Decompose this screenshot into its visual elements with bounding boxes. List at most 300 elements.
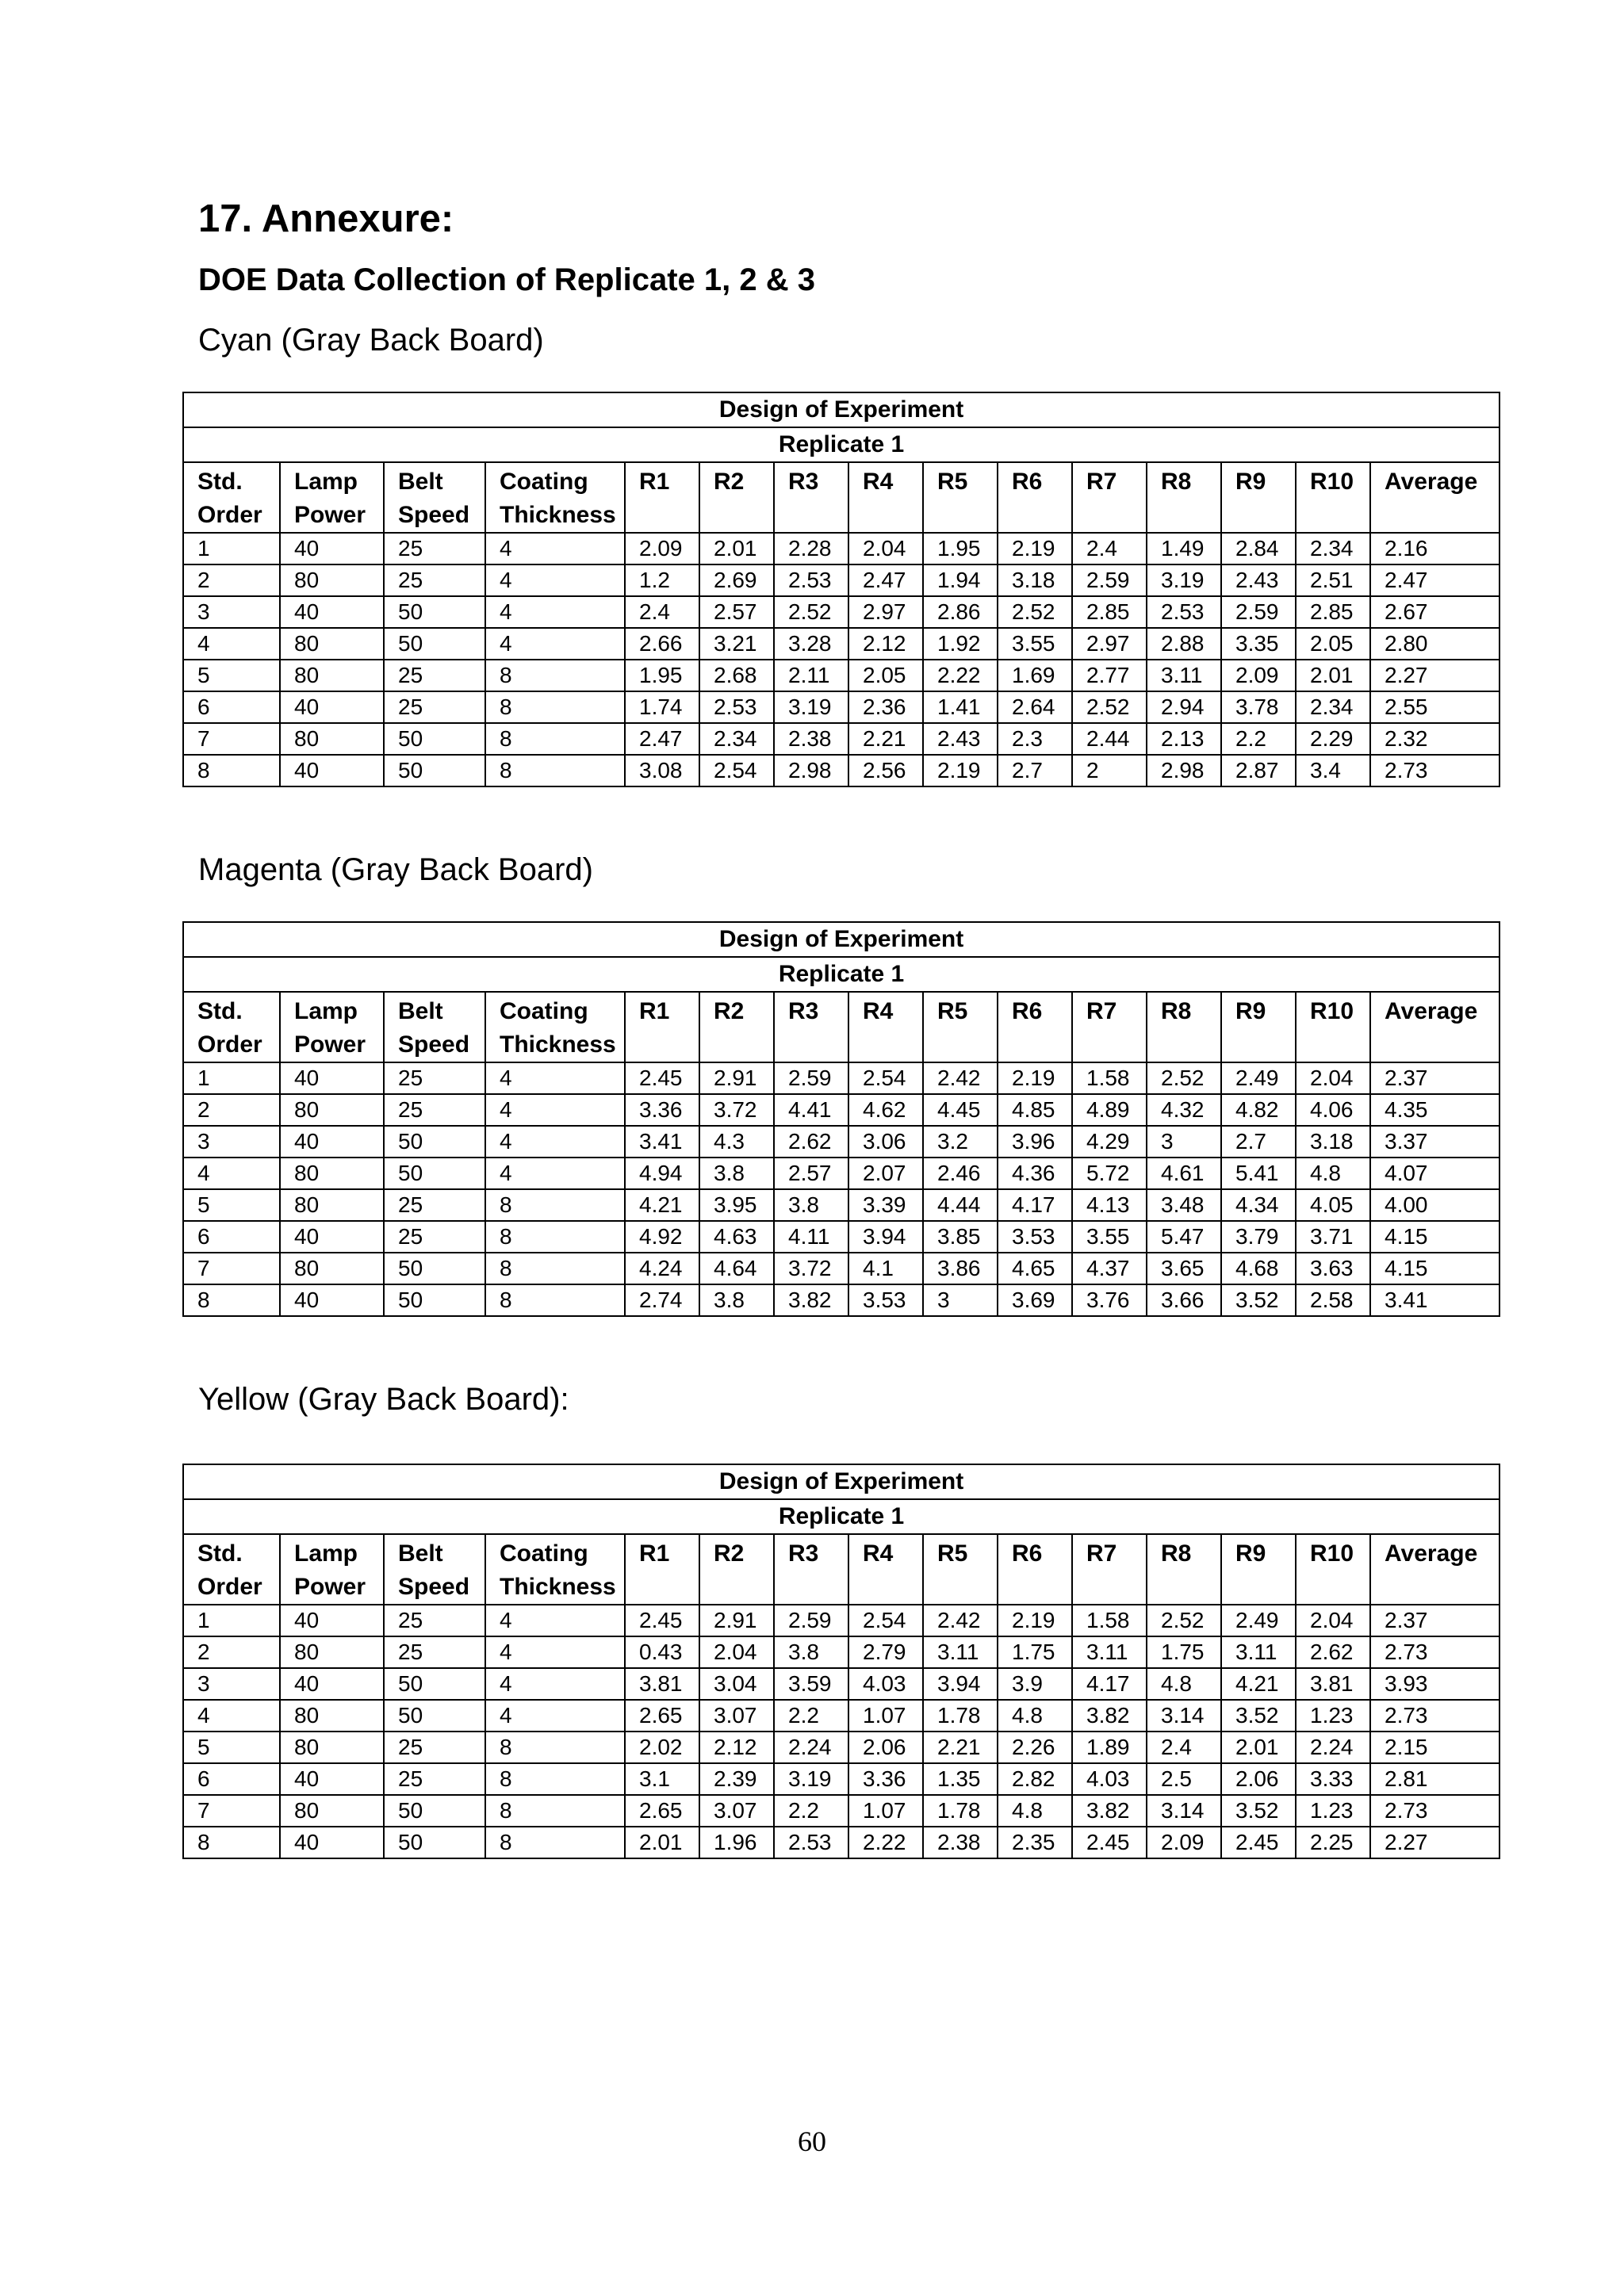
table-cell: 2.09 (625, 533, 699, 564)
table-cell: 4.8 (998, 1795, 1072, 1827)
table-cell: 3.36 (625, 1094, 699, 1126)
table-cell: 2.16 (1370, 533, 1500, 564)
col-header: R5 (923, 462, 998, 533)
table-cell: 4.63 (699, 1221, 774, 1253)
col-header: R2 (699, 992, 774, 1062)
table-cell: 4.89 (1072, 1094, 1147, 1126)
table-row (183, 1732, 1500, 1763)
table-cell: 1.95 (923, 533, 998, 564)
table-cell: 2.19 (998, 533, 1072, 564)
table-cell: 2.01 (1296, 660, 1370, 691)
table-cell: 2.49 (1221, 1605, 1296, 1636)
col-header: R6 (998, 992, 1072, 1062)
table-cell: 4.82 (1221, 1094, 1296, 1126)
table-cell: 2.98 (774, 755, 848, 786)
replicate-label: Replicate 1 (183, 427, 1500, 462)
table-cell: 1.07 (848, 1795, 923, 1827)
col-header: R1 (625, 462, 699, 533)
table-cell: 2.58 (1296, 1284, 1370, 1316)
table-cell: 25 (384, 1062, 485, 1094)
table-cell: 4.17 (1072, 1668, 1147, 1700)
table-cell: 3.18 (1296, 1126, 1370, 1158)
table-cell: 4.41 (774, 1094, 848, 1126)
table-cell: 2.04 (699, 1636, 774, 1668)
table-cell: 4.07 (1370, 1158, 1500, 1189)
table-cell: 3.52 (1221, 1795, 1296, 1827)
table-cell: 2.01 (625, 1827, 699, 1858)
table-cell: 4.8 (1147, 1668, 1221, 1700)
table-cell: 4.45 (923, 1094, 998, 1126)
col-header: R8 (1147, 462, 1221, 533)
table-cell: 2.45 (1221, 1827, 1296, 1858)
table-cell: 2.09 (1147, 1827, 1221, 1858)
table-cell: 3.86 (923, 1253, 998, 1284)
table-cell: 40 (280, 691, 384, 723)
table-cell: 4.37 (1072, 1253, 1147, 1284)
table-cell: 4.13 (1072, 1189, 1147, 1221)
table-cell: 2.06 (848, 1732, 923, 1763)
table-cell: 2.22 (848, 1827, 923, 1858)
table-cell: 25 (384, 691, 485, 723)
table-cell: 50 (384, 1284, 485, 1316)
table-cell: 3.19 (774, 1763, 848, 1795)
col-header: R4 (848, 1534, 923, 1605)
table-cell: 2.86 (923, 596, 998, 628)
table-cell: 50 (384, 628, 485, 660)
table-cell: 80 (280, 660, 384, 691)
table-cell: 2.59 (1072, 564, 1147, 596)
col-header: R6 (998, 462, 1072, 533)
table-cell: 3 (1147, 1126, 1221, 1158)
table-cell: 5 (183, 660, 280, 691)
table-cell: 2.19 (998, 1605, 1072, 1636)
table-cell: 8 (485, 1732, 625, 1763)
table-cell: 3.39 (848, 1189, 923, 1221)
table-cell: 3.14 (1147, 1795, 1221, 1827)
table-cell: 4 (485, 596, 625, 628)
table-cell: 3.81 (625, 1668, 699, 1700)
table-row (183, 1253, 1500, 1284)
table-cell: 2.4 (1072, 533, 1147, 564)
table-cell: 3.07 (699, 1700, 774, 1732)
table-cell: 2.07 (848, 1158, 923, 1189)
table-cell: 3 (183, 596, 280, 628)
table-cell: 3.11 (1221, 1636, 1296, 1668)
table-cell: 2.19 (998, 1062, 1072, 1094)
table-cell: 8 (183, 1284, 280, 1316)
table-cell: 4 (183, 628, 280, 660)
col-header: R9 (1221, 462, 1296, 533)
table-cell: 3.55 (998, 628, 1072, 660)
table-cell: 8 (485, 1795, 625, 1827)
table-cell: 50 (384, 1827, 485, 1858)
table-cell: 4.29 (1072, 1126, 1147, 1158)
table-banner: Design of Experiment (183, 392, 1500, 427)
table-cell: 4 (485, 564, 625, 596)
table-cell: 2.05 (1296, 628, 1370, 660)
table-cell: 2.52 (1147, 1605, 1221, 1636)
table-row (183, 755, 1500, 786)
table-cell: 4.94 (625, 1158, 699, 1189)
table-cell: 2.66 (625, 628, 699, 660)
table-cell: 5 (183, 1732, 280, 1763)
table-cell: 4.06 (1296, 1094, 1370, 1126)
table-cell: 2 (183, 1636, 280, 1668)
col-header: Std. Order (183, 462, 280, 533)
table-row (183, 723, 1500, 755)
table-cell: 25 (384, 1189, 485, 1221)
table-cell: 1.78 (923, 1700, 998, 1732)
col-header: R8 (1147, 1534, 1221, 1605)
table-cell: 3.1 (625, 1763, 699, 1795)
table-cell: 2.35 (998, 1827, 1072, 1858)
table-cell: 5.72 (1072, 1158, 1147, 1189)
table-row (183, 1700, 1500, 1732)
table-cell: 3.19 (1147, 564, 1221, 596)
table-cell: 50 (384, 1700, 485, 1732)
table-cell: 2 (1072, 755, 1147, 786)
table-cell: 2.84 (1221, 533, 1296, 564)
table-cell: 50 (384, 1126, 485, 1158)
col-header: Average (1370, 992, 1500, 1062)
col-header: R4 (848, 992, 923, 1062)
table-cell: 1.74 (625, 691, 699, 723)
table-cell: 2.81 (1370, 1763, 1500, 1795)
table-cell: 2.97 (848, 596, 923, 628)
table-cell: 3.11 (1072, 1636, 1147, 1668)
table-cell: 1.96 (699, 1827, 774, 1858)
table-cell: 3.11 (1147, 660, 1221, 691)
table-cell: 2.24 (1296, 1732, 1370, 1763)
col-header: Belt Speed (384, 462, 485, 533)
col-header: Belt Speed (384, 992, 485, 1062)
table-cell: 3.85 (923, 1221, 998, 1253)
table-cell: 5.47 (1147, 1221, 1221, 1253)
table-cell: 2.57 (774, 1158, 848, 1189)
table-cell: 3.33 (1296, 1763, 1370, 1795)
table-cell: 1.41 (923, 691, 998, 723)
table-cell: 5 (183, 1189, 280, 1221)
table-cell: 2.53 (1147, 596, 1221, 628)
table-cell: 4.62 (848, 1094, 923, 1126)
table-cell: 3.37 (1370, 1126, 1500, 1158)
table-cell: 3.69 (998, 1284, 1072, 1316)
table-cell: 2.2 (774, 1795, 848, 1827)
table-cell: 2.02 (625, 1732, 699, 1763)
table-cell: 2.65 (625, 1795, 699, 1827)
table-cell: 4 (485, 533, 625, 564)
table-cell: 3.19 (774, 691, 848, 723)
table-cell: 25 (384, 533, 485, 564)
table-banner: Design of Experiment (183, 922, 1500, 957)
table-cell: 2.54 (848, 1062, 923, 1094)
table-cell: 1 (183, 533, 280, 564)
table-cell: 3.94 (848, 1221, 923, 1253)
table-cell: 1 (183, 1062, 280, 1094)
table-cell: 8 (485, 723, 625, 755)
table-cell: 2.87 (1221, 755, 1296, 786)
table-row (183, 1668, 1500, 1700)
table-row (183, 596, 1500, 628)
table-cell: 3.11 (923, 1636, 998, 1668)
table-cell: 2.34 (699, 723, 774, 755)
table-cell: 2.73 (1370, 755, 1500, 786)
table-cell: 3.55 (1072, 1221, 1147, 1253)
table-cell: 2.37 (1370, 1062, 1500, 1094)
table-cell: 3.65 (1147, 1253, 1221, 1284)
col-header: R7 (1072, 462, 1147, 533)
col-header: R8 (1147, 992, 1221, 1062)
table-cell: 2.21 (923, 1732, 998, 1763)
section-title-magenta: Magenta (Gray Back Board) (198, 852, 593, 887)
table-cell: 0.43 (625, 1636, 699, 1668)
section-title-yellow: Yellow (Gray Back Board): (198, 1382, 569, 1417)
table-cell: 25 (384, 1636, 485, 1668)
table-cell: 2.77 (1072, 660, 1147, 691)
col-header: R5 (923, 1534, 998, 1605)
table-cell: 8 (485, 691, 625, 723)
table-cell: 3.41 (1370, 1284, 1500, 1316)
table-cell: 2.94 (1147, 691, 1221, 723)
col-header: Coating Thickness (485, 462, 625, 533)
table-cell: 40 (280, 755, 384, 786)
table-cell: 3.72 (699, 1094, 774, 1126)
table-cell: 2.7 (1221, 1126, 1296, 1158)
table-cell: 80 (280, 1158, 384, 1189)
table-cell: 2.62 (1296, 1636, 1370, 1668)
col-header: R7 (1072, 992, 1147, 1062)
table-cell: 4.85 (998, 1094, 1072, 1126)
col-header: Std. Order (183, 1534, 280, 1605)
page-heading: 17. Annexure: (198, 197, 454, 240)
table-cell: 1.95 (625, 660, 699, 691)
table-cell: 80 (280, 1732, 384, 1763)
table-body (183, 533, 1500, 786)
table-cell: 3 (183, 1126, 280, 1158)
table-cell: 1.92 (923, 628, 998, 660)
doe-table-cyan (182, 392, 1500, 787)
col-header: Lamp Power (280, 992, 384, 1062)
table-cell: 2.53 (774, 564, 848, 596)
table-cell: 80 (280, 1094, 384, 1126)
table-cell: 8 (485, 1284, 625, 1316)
table-cell: 4.65 (998, 1253, 1072, 1284)
table-cell: 2.57 (699, 596, 774, 628)
table-cell: 4.03 (1072, 1763, 1147, 1795)
col-header: R2 (699, 462, 774, 533)
table-cell: 2.01 (699, 533, 774, 564)
table-cell: 2.38 (923, 1827, 998, 1858)
table-cell: 2.37 (1370, 1605, 1500, 1636)
table-cell: 2.29 (1296, 723, 1370, 755)
table-cell: 8 (183, 1827, 280, 1858)
table-cell: 2.05 (848, 660, 923, 691)
table-cell: 2.42 (923, 1605, 998, 1636)
table-cell: 8 (485, 1763, 625, 1795)
col-header: Belt Speed (384, 1534, 485, 1605)
table-cell: 2.62 (774, 1126, 848, 1158)
col-header: R5 (923, 992, 998, 1062)
table-cell: 3.48 (1147, 1189, 1221, 1221)
table-cell: 1.07 (848, 1700, 923, 1732)
table-row (183, 1284, 1500, 1316)
table-cell: 3.81 (1296, 1668, 1370, 1700)
table-cell: 2.67 (1370, 596, 1500, 628)
table-cell: 25 (384, 1605, 485, 1636)
table-cell: 3.53 (848, 1284, 923, 1316)
table-cell: 2.43 (923, 723, 998, 755)
table-cell: 8 (485, 1253, 625, 1284)
col-header: Coating Thickness (485, 992, 625, 1062)
page-subheading: DOE Data Collection of Replicate 1, 2 & 3 (198, 262, 815, 297)
table-cell: 1.58 (1072, 1062, 1147, 1094)
table-cell: 4.8 (998, 1700, 1072, 1732)
table-cell: 2.59 (1221, 596, 1296, 628)
table-cell: 3.06 (848, 1126, 923, 1158)
table-cell: 2.34 (1296, 533, 1370, 564)
table-cell: 2 (183, 564, 280, 596)
table-cell: 4.36 (998, 1158, 1072, 1189)
table-cell: 3.36 (848, 1763, 923, 1795)
table-cell: 40 (280, 533, 384, 564)
table-cell: 3.8 (699, 1158, 774, 1189)
col-header: R6 (998, 1534, 1072, 1605)
table-cell: 1.23 (1296, 1700, 1370, 1732)
table-cell: 4 (485, 1700, 625, 1732)
table-cell: 4.21 (625, 1189, 699, 1221)
table-cell: 2.91 (699, 1062, 774, 1094)
table-cell: 2.4 (1147, 1732, 1221, 1763)
table-cell: 4.15 (1370, 1221, 1500, 1253)
table-cell: 2.55 (1370, 691, 1500, 723)
table-cell: 2.97 (1072, 628, 1147, 660)
table-cell: 3.82 (774, 1284, 848, 1316)
table-cell: 50 (384, 1253, 485, 1284)
table-cell: 1.49 (1147, 533, 1221, 564)
table-cell: 3.53 (998, 1221, 1072, 1253)
table-row (183, 533, 1500, 564)
col-header: Coating Thickness (485, 1534, 625, 1605)
table-cell: 50 (384, 1158, 485, 1189)
table-cell: 1.69 (998, 660, 1072, 691)
table-cell: 2.64 (998, 691, 1072, 723)
table-cell: 3.41 (625, 1126, 699, 1158)
doe-table-magenta (182, 921, 1500, 1317)
table-cell: 40 (280, 1284, 384, 1316)
table-cell: 2.85 (1072, 596, 1147, 628)
table-cell: 2.47 (1370, 564, 1500, 596)
table-cell: 80 (280, 628, 384, 660)
table-cell: 2.42 (923, 1062, 998, 1094)
table-row (183, 1605, 1500, 1636)
table-cell: 2.2 (774, 1700, 848, 1732)
table-cell: 4.00 (1370, 1189, 1500, 1221)
table-cell: 6 (183, 1763, 280, 1795)
table-cell: 2.7 (998, 755, 1072, 786)
col-header: Lamp Power (280, 1534, 384, 1605)
table-row (183, 1636, 1500, 1668)
section-title-cyan: Cyan (Gray Back Board) (198, 323, 544, 358)
table-cell: 40 (280, 596, 384, 628)
table-cell: 3.8 (774, 1636, 848, 1668)
table-cell: 25 (384, 1094, 485, 1126)
table-cell: 2.53 (774, 1827, 848, 1858)
col-header: R1 (625, 992, 699, 1062)
table-cell: 2.43 (1221, 564, 1296, 596)
table-cell: 2.04 (1296, 1605, 1370, 1636)
table-cell: 2.65 (625, 1700, 699, 1732)
table-cell: 2.27 (1370, 1827, 1500, 1858)
doe-table-yellow (182, 1464, 1500, 1859)
table-cell: 3.59 (774, 1668, 848, 1700)
table-cell: 4.3 (699, 1126, 774, 1158)
col-header: Std. Order (183, 992, 280, 1062)
table-cell: 4.35 (1370, 1094, 1500, 1126)
table-cell: 4.44 (923, 1189, 998, 1221)
table-cell: 1.78 (923, 1795, 998, 1827)
table-cell: 50 (384, 723, 485, 755)
table-cell: 8 (183, 755, 280, 786)
table-cell: 2.45 (625, 1062, 699, 1094)
table-cell: 3.14 (1147, 1700, 1221, 1732)
table-cell: 50 (384, 755, 485, 786)
table-cell: 80 (280, 1636, 384, 1668)
table-cell: 2.47 (625, 723, 699, 755)
table-cell: 2.54 (699, 755, 774, 786)
table-cell: 8 (485, 755, 625, 786)
table-cell: 1.94 (923, 564, 998, 596)
table-cell: 4.61 (1147, 1158, 1221, 1189)
table-cell: 2.73 (1370, 1795, 1500, 1827)
table-cell: 2.19 (923, 755, 998, 786)
table-row (183, 1094, 1500, 1126)
table-cell: 4 (485, 1158, 625, 1189)
table-cell: 80 (280, 723, 384, 755)
table-cell: 2.24 (774, 1732, 848, 1763)
replicate-label: Replicate 1 (183, 1499, 1500, 1534)
col-header: R7 (1072, 1534, 1147, 1605)
table-cell: 2.5 (1147, 1763, 1221, 1795)
table-cell: 4.1 (848, 1253, 923, 1284)
table-row (183, 691, 1500, 723)
table-cell: 7 (183, 1253, 280, 1284)
table-cell: 40 (280, 1062, 384, 1094)
table-cell: 50 (384, 1795, 485, 1827)
table-cell: 3.82 (1072, 1700, 1147, 1732)
table-cell: 8 (485, 1189, 625, 1221)
table-cell: 4.05 (1296, 1189, 1370, 1221)
table-row (183, 1189, 1500, 1221)
table-cell: 2.27 (1370, 660, 1500, 691)
table-cell: 4.11 (774, 1221, 848, 1253)
table-cell: 40 (280, 1668, 384, 1700)
table-cell: 3 (183, 1668, 280, 1700)
table-cell: 2.39 (699, 1763, 774, 1795)
table-cell: 2.56 (848, 755, 923, 786)
table-cell: 2.59 (774, 1605, 848, 1636)
table-cell: 2.52 (998, 596, 1072, 628)
table-cell: 2.52 (774, 596, 848, 628)
table-cell: 2.45 (625, 1605, 699, 1636)
table-cell: 3.9 (998, 1668, 1072, 1700)
table-cell: 2.79 (848, 1636, 923, 1668)
table-cell: 3.66 (1147, 1284, 1221, 1316)
table-cell: 8 (485, 660, 625, 691)
col-header: R3 (774, 1534, 848, 1605)
table-cell: 2.21 (848, 723, 923, 755)
col-header: R10 (1296, 1534, 1370, 1605)
table-row (183, 564, 1500, 596)
